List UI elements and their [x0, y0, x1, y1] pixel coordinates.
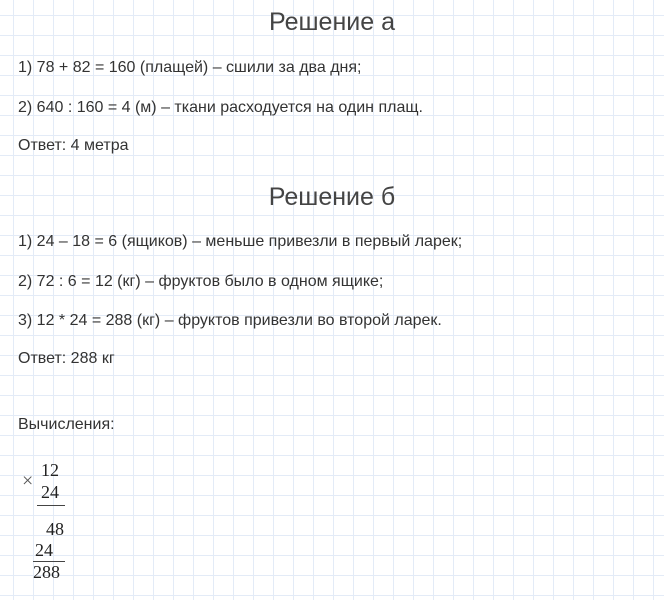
partial-product-1: 48	[46, 519, 64, 539]
calculations-label: Вычисления:	[18, 416, 115, 433]
solution-b-answer: Ответ: 288 кг	[18, 350, 115, 367]
divider	[37, 505, 65, 506]
factor-1: 12	[41, 460, 59, 480]
factor-2: 24	[41, 482, 59, 502]
multiply-sign: ×	[22, 470, 34, 492]
solution-b-title: Решение б	[268, 183, 396, 211]
solution-a-step-1: 1) 78 + 82 = 160 (плащей) – сшили за два дня;	[18, 59, 362, 76]
solution-b-step-2: 2) 72 : 6 = 12 (кг) – фруктов было в одном ящике;	[18, 273, 384, 290]
solution-b-step-1: 1) 24 – 18 = 6 (ящиков) – меньше привезли в первый ларек;	[18, 233, 463, 250]
solution-a-step-2: 2) 640 : 160 = 4 (м) – ткани расходуется на один плащ.	[18, 99, 423, 116]
solution-a-answer: Ответ: 4 метра	[18, 137, 129, 154]
product-result: 288	[33, 562, 60, 582]
solution-b-step-3: 3) 12 * 24 = 288 (кг) – фруктов привезли во второй ларек.	[18, 312, 442, 329]
partial-product-2: 24	[35, 540, 53, 560]
solution-a-title: Решение а	[269, 8, 395, 36]
